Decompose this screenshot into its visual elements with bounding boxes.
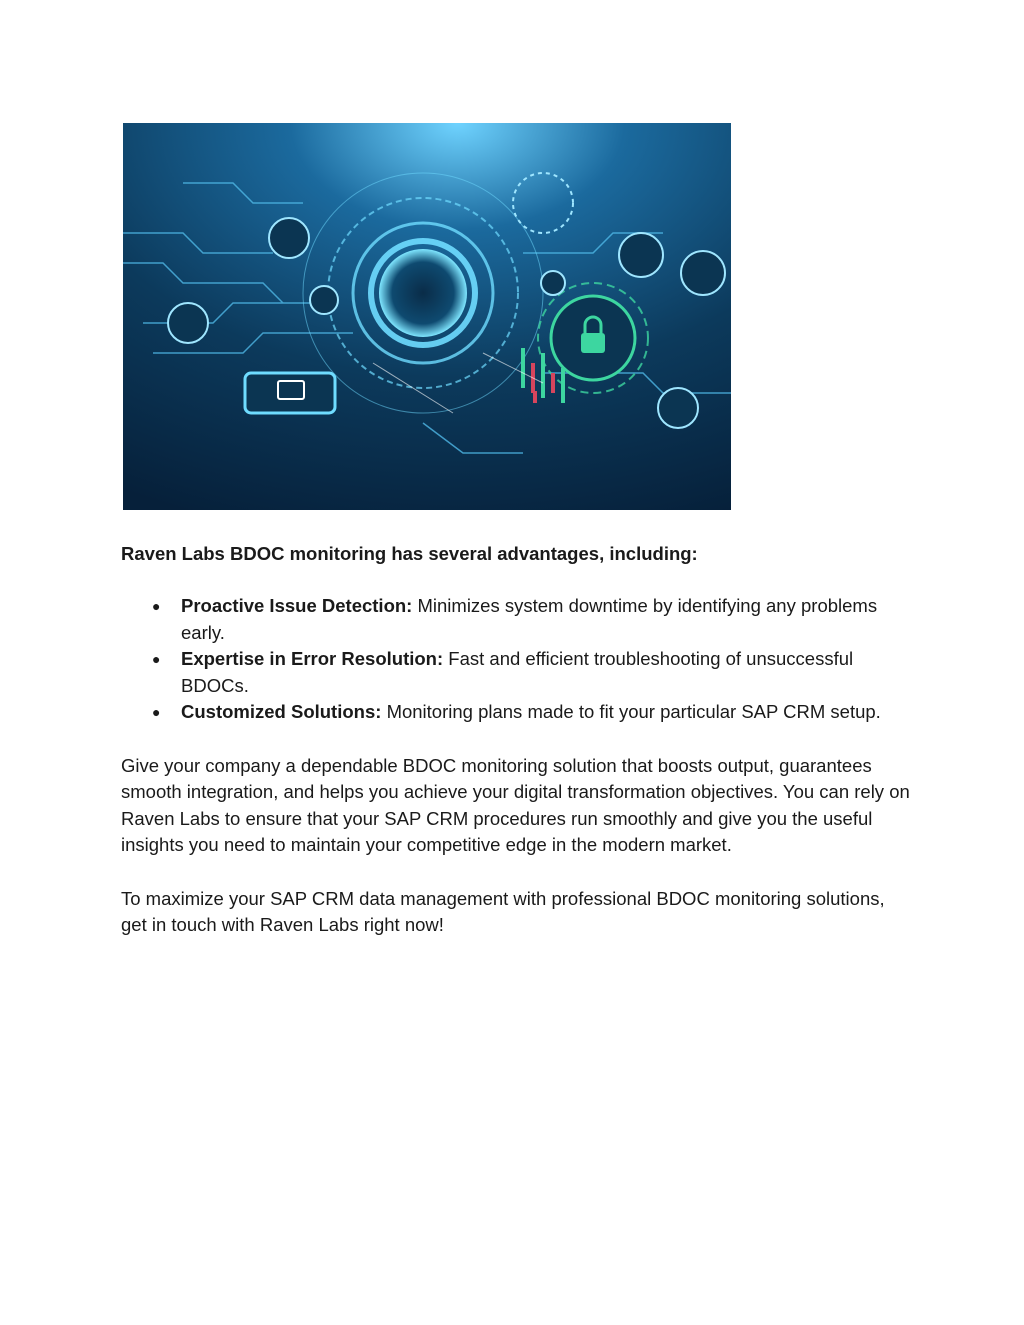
- advantage-text: Minimizes system downtime by identifying any problems early.: [181, 595, 878, 643]
- bullet-icon: ●: [152, 704, 161, 720]
- body-paragraph: Give your company a dependable BDOC monitoring solution that boosts output, guarantees smooth integration, and helps you achieve your digital transformation objectives. You can rely on Raven Labs to ensure that your SAP CRM procedures run smoothly and give you the useful insights you need to maintain your competitive edge in the modern market.: [121, 754, 910, 855]
- list-item: [121, 646, 911, 699]
- body-paragraph: To maximize your SAP CRM data management with professional BDOC monitoring solutions, get in touch with Raven Labs right now!: [121, 887, 885, 935]
- hero-image: [123, 123, 731, 510]
- advantage-text: Monitoring plans made to fit your particular SAP CRM setup.: [386, 701, 881, 722]
- advantage-title: Proactive Issue Detection:: [181, 595, 413, 616]
- advantage-title: Customized Solutions:: [181, 701, 382, 722]
- list-item: [121, 593, 911, 646]
- article-content: [121, 541, 911, 939]
- advantage-text: Fast and efficient troubleshooting of unsuccessful BDOCs.: [181, 648, 854, 696]
- advantages-list: [121, 593, 911, 726]
- list-item: [121, 699, 911, 726]
- bullet-icon: ●: [152, 598, 161, 614]
- section-heading: Raven Labs BDOC monitoring has several advantages, including:: [121, 543, 698, 564]
- advantage-title: Expertise in Error Resolution:: [181, 648, 444, 669]
- cyber-security-illustration: [123, 123, 731, 510]
- bullet-icon: ●: [152, 651, 161, 667]
